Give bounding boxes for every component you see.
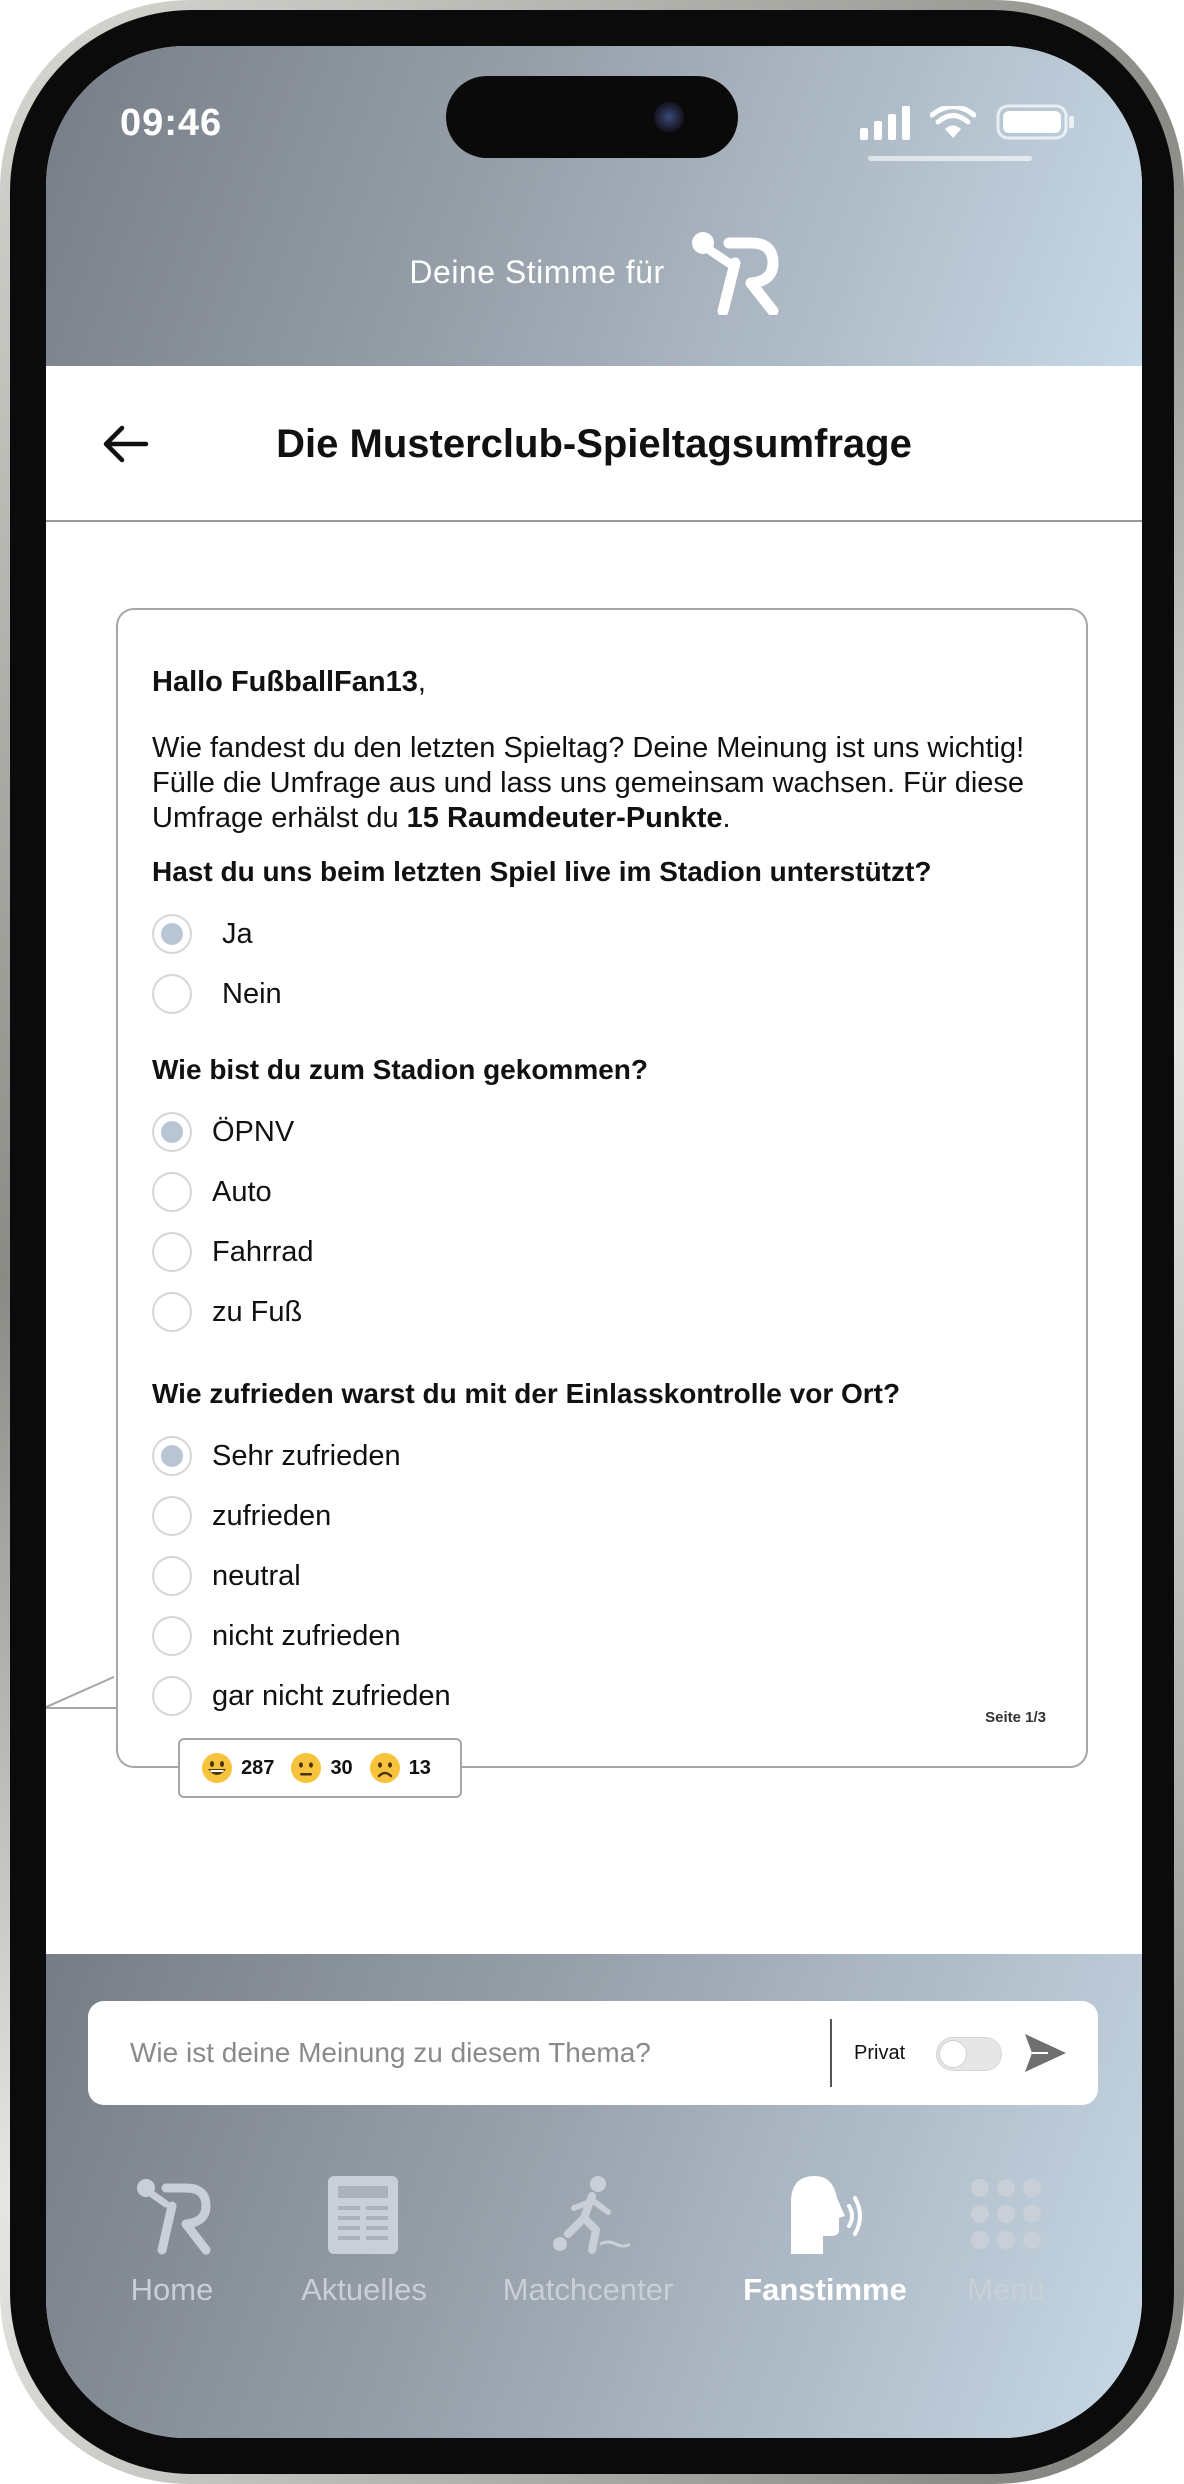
- grinning-face-icon[interactable]: [201, 1752, 233, 1784]
- send-icon[interactable]: [1022, 2031, 1068, 2075]
- camera-icon: [654, 102, 684, 132]
- option-label: Nein: [222, 977, 282, 1010]
- radio-button[interactable]: [152, 1436, 192, 1476]
- option-label: nicht zufrieden: [212, 1619, 401, 1652]
- option-gar-nicht-zufrieden[interactable]: [152, 1666, 1050, 1726]
- radio-button[interactable]: [152, 1676, 192, 1716]
- question-entry-control: Wie zufrieden warst du mit der Einlasskontrolle vor Ort?: [152, 1378, 901, 1409]
- tab-label: Aktuelles: [301, 2272, 427, 2307]
- option-label: zufrieden: [212, 1499, 332, 1532]
- private-label: Privat: [854, 2042, 906, 2064]
- speech-bubble-tail: [46, 1670, 118, 1710]
- comment-input[interactable]: Wie ist deine Meinung zu diesem Thema?: [130, 2037, 651, 2068]
- option-label: Ja: [222, 917, 253, 950]
- intro-points: 15 Raumdeuter-Punkte: [406, 802, 723, 834]
- screen: [46, 46, 1142, 2438]
- survey-card: [116, 608, 1088, 1768]
- tab-label: Home: [130, 2272, 214, 2307]
- radio-button[interactable]: [152, 1172, 192, 1212]
- tab-label: Matchcenter: [502, 2272, 674, 2307]
- speaking-head-icon: [783, 2172, 867, 2256]
- tab-matchcenter[interactable]: [486, 2172, 690, 2332]
- tab-label: Fanstimme: [743, 2272, 907, 2307]
- greeting: [152, 666, 1050, 699]
- tab-bar: [46, 2172, 1142, 2332]
- wifi-icon: [930, 106, 976, 140]
- toggle-knob: [939, 2040, 967, 2068]
- radio-button[interactable]: [152, 1496, 192, 1536]
- newspaper-icon: [322, 2172, 406, 2256]
- tab-label: Menü: [967, 2272, 1045, 2307]
- radio-button[interactable]: [152, 974, 192, 1014]
- option-label: Fahrrad: [212, 1235, 314, 1268]
- tab-fanstimme[interactable]: [730, 2172, 920, 2332]
- page-header: [46, 366, 1142, 522]
- option-label: zu Fuß: [212, 1295, 303, 1328]
- reaction-count: 287: [241, 1756, 275, 1779]
- radio-button[interactable]: [152, 1556, 192, 1596]
- signal-icon: [860, 106, 910, 140]
- tab-home[interactable]: [122, 2172, 222, 2332]
- greeting-suffix: ,: [417, 666, 426, 698]
- option-label: neutral: [212, 1559, 301, 1592]
- brand-text: Deine Stimme für: [409, 253, 665, 290]
- options-entry-control: [152, 1426, 1050, 1726]
- page-title: Die Musterclub-Spieltagsumfrage: [276, 422, 912, 466]
- option-fahrrad[interactable]: [152, 1222, 1050, 1282]
- reaction-count: 30: [330, 1756, 353, 1779]
- tab-aktuelles[interactable]: [284, 2172, 444, 2332]
- greeting-name: Hallo FußballFan13: [152, 666, 418, 698]
- radio-button[interactable]: [152, 914, 192, 954]
- option-nein[interactable]: [152, 964, 1050, 1024]
- player-kicking-icon: [546, 2172, 630, 2256]
- dynamic-island: [446, 76, 738, 158]
- radio-button[interactable]: [152, 1292, 192, 1332]
- option-nicht-zufrieden[interactable]: [152, 1606, 1050, 1666]
- option-ja[interactable]: [152, 904, 1050, 964]
- neutral-face-icon[interactable]: [290, 1752, 322, 1784]
- back-arrow-icon[interactable]: [98, 416, 154, 472]
- option-oepnv[interactable]: [152, 1102, 1050, 1162]
- option-sehr-zufrieden[interactable]: [152, 1426, 1050, 1486]
- reaction-count: 13: [408, 1756, 431, 1779]
- radio-button[interactable]: [152, 1616, 192, 1656]
- option-label: Auto: [212, 1175, 272, 1208]
- comment-composer: [88, 2001, 1098, 2105]
- option-label: gar nicht zufrieden: [212, 1679, 451, 1712]
- option-label: Sehr zufrieden: [212, 1439, 401, 1472]
- status-time: 09:46: [120, 102, 223, 144]
- question-travel-mode: Wie bist du zum Stadion gekommen?: [152, 1054, 649, 1085]
- option-zu-fuss[interactable]: [152, 1282, 1050, 1342]
- option-zufrieden[interactable]: [152, 1486, 1050, 1546]
- reactions-bar[interactable]: [178, 1738, 462, 1798]
- intro-end: .: [722, 802, 731, 834]
- divider: [830, 2019, 832, 2087]
- grid-dots-icon: [964, 2172, 1048, 2256]
- private-toggle[interactable]: [936, 2037, 1002, 2071]
- options-stadium-support: [152, 904, 1050, 1024]
- battery-icon: [996, 104, 1076, 140]
- raumdeuter-logo-icon: [689, 229, 779, 315]
- survey-intro: [152, 731, 1050, 836]
- options-travel-mode: [152, 1102, 1050, 1342]
- confused-face-icon[interactable]: [369, 1752, 401, 1784]
- radio-button[interactable]: [152, 1112, 192, 1152]
- page-indicator: Seite 1/3: [985, 1709, 1046, 1726]
- question-stadium-support: Hast du uns beim letzten Spiel live im Stadion unterstützt?: [152, 856, 932, 887]
- tab-menu[interactable]: [956, 2172, 1056, 2332]
- intro-text: Wie fandest du den letzten Spieltag? Deine Meinung ist uns wichtig! Fülle die Umfrage aus und lass uns gemeinsam wachsen. Für diese Umfrage erhälst du: [152, 732, 1025, 834]
- raumdeuter-logo-icon: [130, 2172, 214, 2256]
- radio-button[interactable]: [152, 1232, 192, 1272]
- status-icons: [860, 104, 1076, 140]
- brand-line: [46, 222, 1142, 322]
- status-indicator-bar: [868, 156, 1032, 161]
- option-label: ÖPNV: [212, 1115, 295, 1148]
- option-auto[interactable]: [152, 1162, 1050, 1222]
- option-neutral[interactable]: [152, 1546, 1050, 1606]
